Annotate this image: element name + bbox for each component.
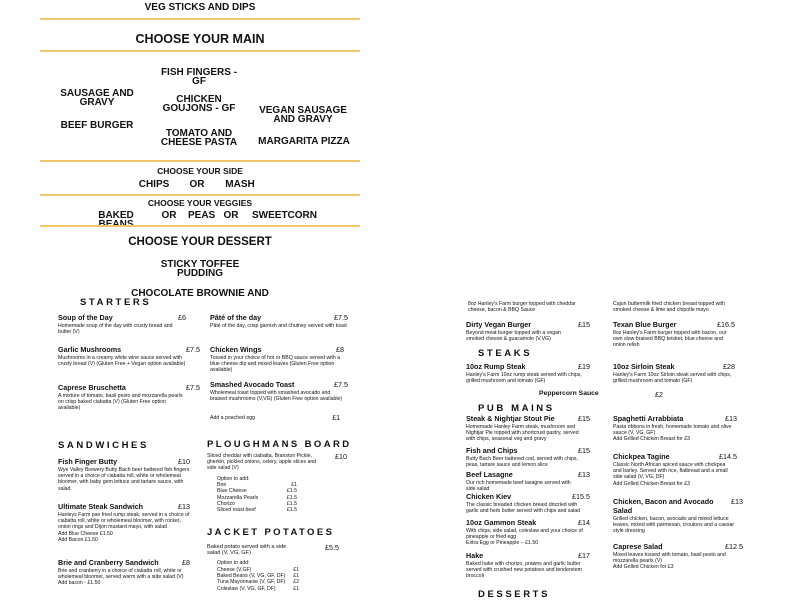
choose-side-heading: CHOOSE YOUR SIDE — [157, 166, 243, 176]
desserts-heading: DESSERTS — [478, 589, 551, 600]
menu-item: Fish Finger Butty £10 Wye Valley Brewery Butty Bach beer battered fish fingers served in a choice of ciabatta roll, white or wholemeal bloomer, with baby gem lettuce and tartare sauce, with salad — [58, 457, 190, 492]
menu-item: Smashed Avocado Toast £7.5 Wholemeal toast topped with smashed avocado and braised mushrooms (V,VG) (Gluten Free option available) — [210, 380, 348, 403]
menu-item: Chicken Wings £8 Tossed in your choice of hot or BBQ sauce served with a blue cheese dip and mixed leaves (Gluten Free option available) — [210, 345, 344, 374]
veg-sticks-text: VEG STICKS AND DIPS — [144, 2, 256, 13]
divider — [40, 225, 360, 227]
peppercorn-sauce: Peppercorn Sauce £2 — [539, 390, 663, 399]
jacket-potatoes-heading: JACKET POTATOES — [207, 527, 335, 538]
side-chips: CHIPS — [138, 179, 170, 190]
veg-peas: PEAS — [188, 210, 216, 221]
burger-desc: Cajun buttermilk fried chicken breast topped with smoked cheese & lime and chipotle mayo — [613, 301, 725, 314]
ploughmans-heading: PLOUGHMANS BOARD — [207, 439, 352, 450]
divider — [40, 50, 360, 52]
menu-item: Brie and Cranberry Sandwich £8 Brie and cranberry in a choice of ciabatta roll, white or wholemeal bloomer, served warm with a side salad (V) Add bacon - £1.50 — [58, 558, 190, 587]
right-menu-page — [440, 298, 760, 600]
ploughmans-board: Sliced cheddar with ciabatta, Branston Pickle, gherkin, pickled onions, celery, apple slices and side salad (V) £10 Option to add: Brie £1 Blue Cheese £1.5 Mozzarella Pearls £1.5 Chorizo £1.5 Sliced roast beef £1.5 — [207, 452, 347, 514]
choose-dessert-heading: CHOOSE YOUR DESSERT — [128, 236, 272, 248]
kids-main-vegan-sausage: VEGAN SAUSAGE AND GRAVY — [259, 105, 347, 125]
burger-desc: 8oz Hanley's Farm burger topped with cheddar cheese, bacon & BBQ Sauce — [468, 301, 576, 314]
dessert-chocolate-brownie: CHOCOLATE BROWNIE AND — [131, 288, 269, 298]
menu-item: Caprese Salad £12.5 Mixed leaves tossed with tomato, basil pesto and mozzarella pearls (V) Add Grilled Chicken for £3 — [613, 542, 743, 571]
menu-item: Chickpea Tagine £14.5 Classic North African spiced sauce with chickpea and barley. Served with rice, flatbread and a small side salad (V, VG, DF) Add Grilled Chicken Breast for £3 — [613, 452, 737, 487]
menu-item: Steak & Nightjar Stout Pie £15 Homemade Hanley Farm steak, mushroom and Nightjar Pie topped with shortcrust pastry, served with chips, seasonal veg and gravy — [466, 414, 590, 443]
menu-item: 10oz Sirloin Steak £28 Hanley's Farm 10oz Sirloin steak served with chips, grilled mushroom and tomato (GF) — [613, 362, 735, 385]
menu-item: Ultimate Steak Sandwich £13 Hanleys Farm pan fried rump steak, served in a choice of ciabatta roll, white or wholemeal bloomer, with rocket, onion rings and Dijon mustard mayo, with salad Add Blue Cheese £1.50 Add Bacon £1.50 — [58, 502, 190, 543]
menu-item: 10oz Gammon Steak £14 With chips, side salad, coleslaw and your choice of pineapple or fried egg Extra Egg or Pineapple – £1.50 — [466, 518, 590, 547]
kids-main-tomato-pasta: TOMATO AND CHEESE PASTA — [160, 128, 238, 148]
kids-main-fish-fingers: FISH FINGERS - GF — [160, 67, 238, 87]
menu-item: Hake £17 Baked hake with chorizo, prawns and garlic butter served with crushed new potatoes and tenderstem broccoli — [466, 551, 590, 580]
menu-item: Soup of the Day £6 Homemade soup of the day with crusty bread and butter (V) — [58, 313, 186, 336]
veg-baked-beans: BAKED — [98, 210, 134, 221]
kids-main-beef-burger: BEEF BURGER — [60, 120, 134, 131]
menu-item: Chicken Kiev £15.5 The classic breaded chicken breast drizzled with garlic and herb butter served with chips and salad — [466, 492, 590, 515]
kids-main-chicken-goujons: CHICKEN GOUJONS - GF — [162, 94, 236, 114]
pub-mains-heading: PUB MAINS — [478, 403, 555, 414]
menu-item: Chicken, Bacon and Avocado Salad £13 Grilled chicken, bacon, avocado and mixed lettuce leaves, mixed with parmesan, croutons and a caesar style dressing — [613, 497, 743, 535]
starters-heading: STARTERS — [80, 298, 152, 308]
menu-item: Beef Lasagne £13 Our rich homemade beef lasagne served with side salad — [466, 470, 590, 493]
menu-item: Dirty Vegan Burger £15 Beyond meat burger topped with a vegan smoked cheese & guacamole (V,VG) — [466, 320, 590, 343]
menu-item: Caprese Bruschetta £7.5 A mixture of tomato, basil pesto and mozzarella pearls on crisp baked ciabatta (V) (Gluten Free option available) — [58, 383, 200, 412]
menu-item: Pâté of the day £7.5 Pâté of the day, crisp garnish and chutney served with toast — [210, 313, 348, 329]
menu-item: 10oz Rump Steak £19 Hanley's Farm 10oz rump steak served with chips, grilled mushroom and tomato (GF) — [466, 362, 590, 385]
left-menu-page — [40, 298, 360, 600]
veg-sweetcorn: SWEETCORN — [252, 210, 317, 221]
veg-or: OR — [161, 210, 177, 221]
choose-main-heading: CHOOSE YOUR MAIN — [135, 32, 265, 46]
side-or: OR — [189, 179, 205, 190]
jacket-potatoes: Baked potato served with a side salad (V, VG, GF) £5.5 Option to add: Cheese (V,GF) £1 Baked Beans (V, VG, GF, DF) £1 Tuna Mayonnaise (V, GF, DF) £2 Coleslaw (V, VG, GF, DF) £1 — [207, 543, 339, 592]
menu-item: Garlic Mushrooms £7.5 Mushrooms in a creamy white wine sauce served with crusty bread (V) (Gluten Free + Vegan option available) — [58, 345, 200, 368]
divider — [40, 160, 360, 162]
steaks-heading: STEAKS — [478, 348, 533, 359]
dessert-sticky-toffee: STICKY TOFFEE PUDDING — [160, 259, 240, 279]
side-mash: MASH — [225, 179, 255, 190]
kids-menu — [40, 0, 360, 298]
veg-or: OR — [223, 210, 239, 221]
menu-item: Fish and Chips £15 Butty Bach Beer battered cod, served with chips, peas, tartare sauce and lemon slice — [466, 446, 590, 469]
menu-item: Spaghetti Arrabbiata £13 Pasta ribbons in fresh, homemade tomato and olive sauce (V, VG, GF) Add Grilled Chicken Breast for £3 — [613, 414, 737, 443]
sandwiches-heading: SANDWICHES — [58, 440, 149, 451]
kids-main-sausage-gravy: SAUSAGE AND GRAVY — [60, 88, 134, 108]
kids-main-margarita: MARGARITA PIZZA — [258, 136, 350, 147]
menu-item: Texan Blue Burger £16.5 8oz Hanley's Farm burger topped with bacon, our own slow braised BBQ brisket, blue cheese and onion relish — [613, 320, 735, 349]
divider — [40, 194, 360, 196]
poached-egg-addon: Add a poached egg £1 — [210, 415, 340, 422]
divider — [40, 18, 360, 20]
choose-veggies-heading: CHOOSE YOUR VEGGIES — [147, 198, 253, 208]
